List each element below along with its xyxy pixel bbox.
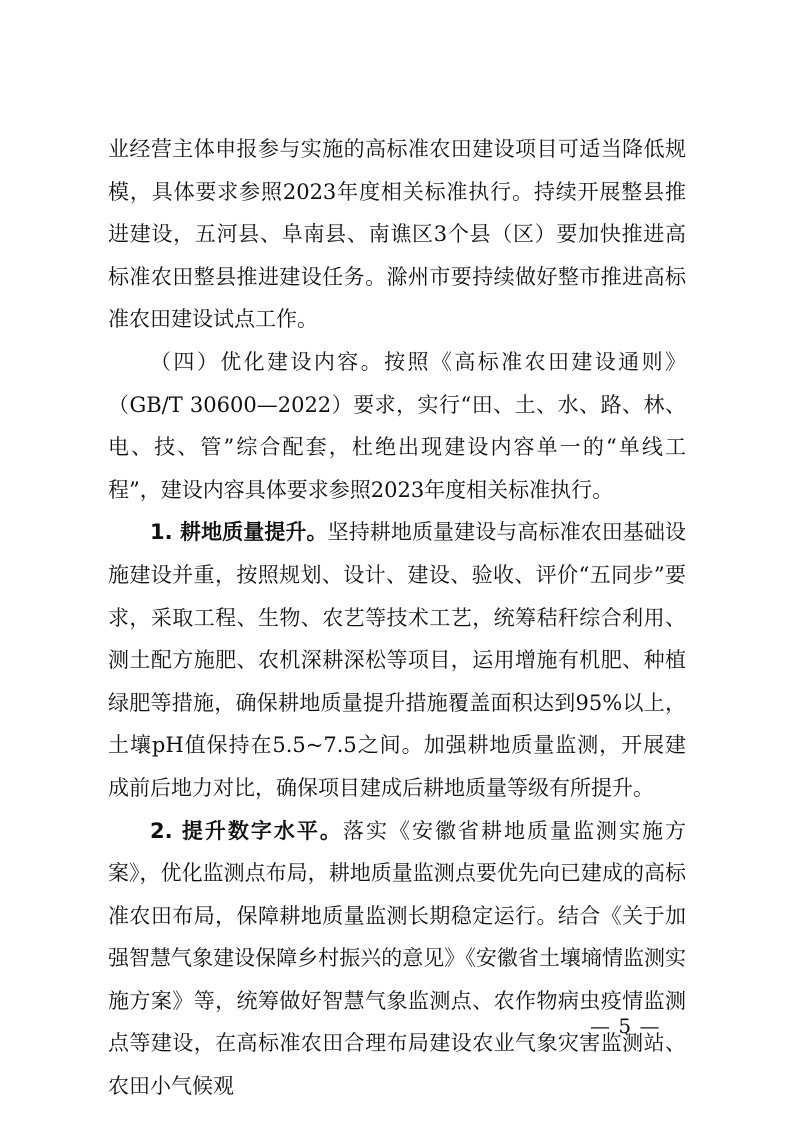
paragraph-2 bbox=[108, 341, 686, 511]
paragraph-text: 业经营主体申报参与实施的高标准农田建设项目可适当降低规模，具体要求参照2023年度相关标准执行。持续开展整县推进建设，五河县、阜南县、南谯区3个县（区）要加快推进高标准农田整县推进建设任务。滁州市要持续做好整市推进高标准农田建设试点工作。 bbox=[108, 137, 686, 332]
paragraph-3 bbox=[108, 511, 686, 809]
document-body bbox=[108, 128, 686, 1108]
paragraph-4 bbox=[108, 810, 686, 1108]
paragraph-text: 落实《安徽省耕地质量监测实施方案》，优化监测点布局，耕地质量监测点要优先向已建成的高标准农田布局，保障耕地质量监测长期稳定运行。结合《关于加强智慧气象建设保障乡村振兴的意见》《安徽省土壤墒情监测实施方案》等，统筹做好智慧气象监测点、农作物病虫疫情监测点等建设，在高标准农田合理布局建设农业气象灾害监测站、农田小气候观 bbox=[108, 818, 686, 1099]
section-heading-digital-level: 2. 提升数字水平。 bbox=[150, 818, 343, 843]
section-heading-farmland-quality: 1. 耕地质量提升。 bbox=[150, 520, 328, 545]
paragraph-text: 坚持耕地质量建设与高标准农田基础设施建设并重，按照规划、设计、建设、验收、评价“五同步”要求，采取工程、生物、农艺等技术工艺，统筹秸秆综合利用、测土配方施肥、农机深耕深松等项目，运用增施有机肥、种植绿肥等措施，确保耕地质量提升措施覆盖面积达到95%以上，土壤pH值保持在5.5~7.5之间。加强耕地质量监测，开展建成前后地力对比，确保项目建成后耕地质量等级有所提升。 bbox=[108, 520, 687, 800]
page-number: — 5 — bbox=[590, 1014, 661, 1038]
paragraph-1 bbox=[108, 128, 686, 341]
paragraph-text: （四）优化建设内容。按照《高标准农田建设通则》（GB/T 30600—2022）要求，实行“田、土、水、路、林、电、技、管”综合配套，杜绝出现建设内容单一的“单线工程”，建设内容具体要求参照2023年度相关标准执行。 bbox=[108, 349, 686, 502]
